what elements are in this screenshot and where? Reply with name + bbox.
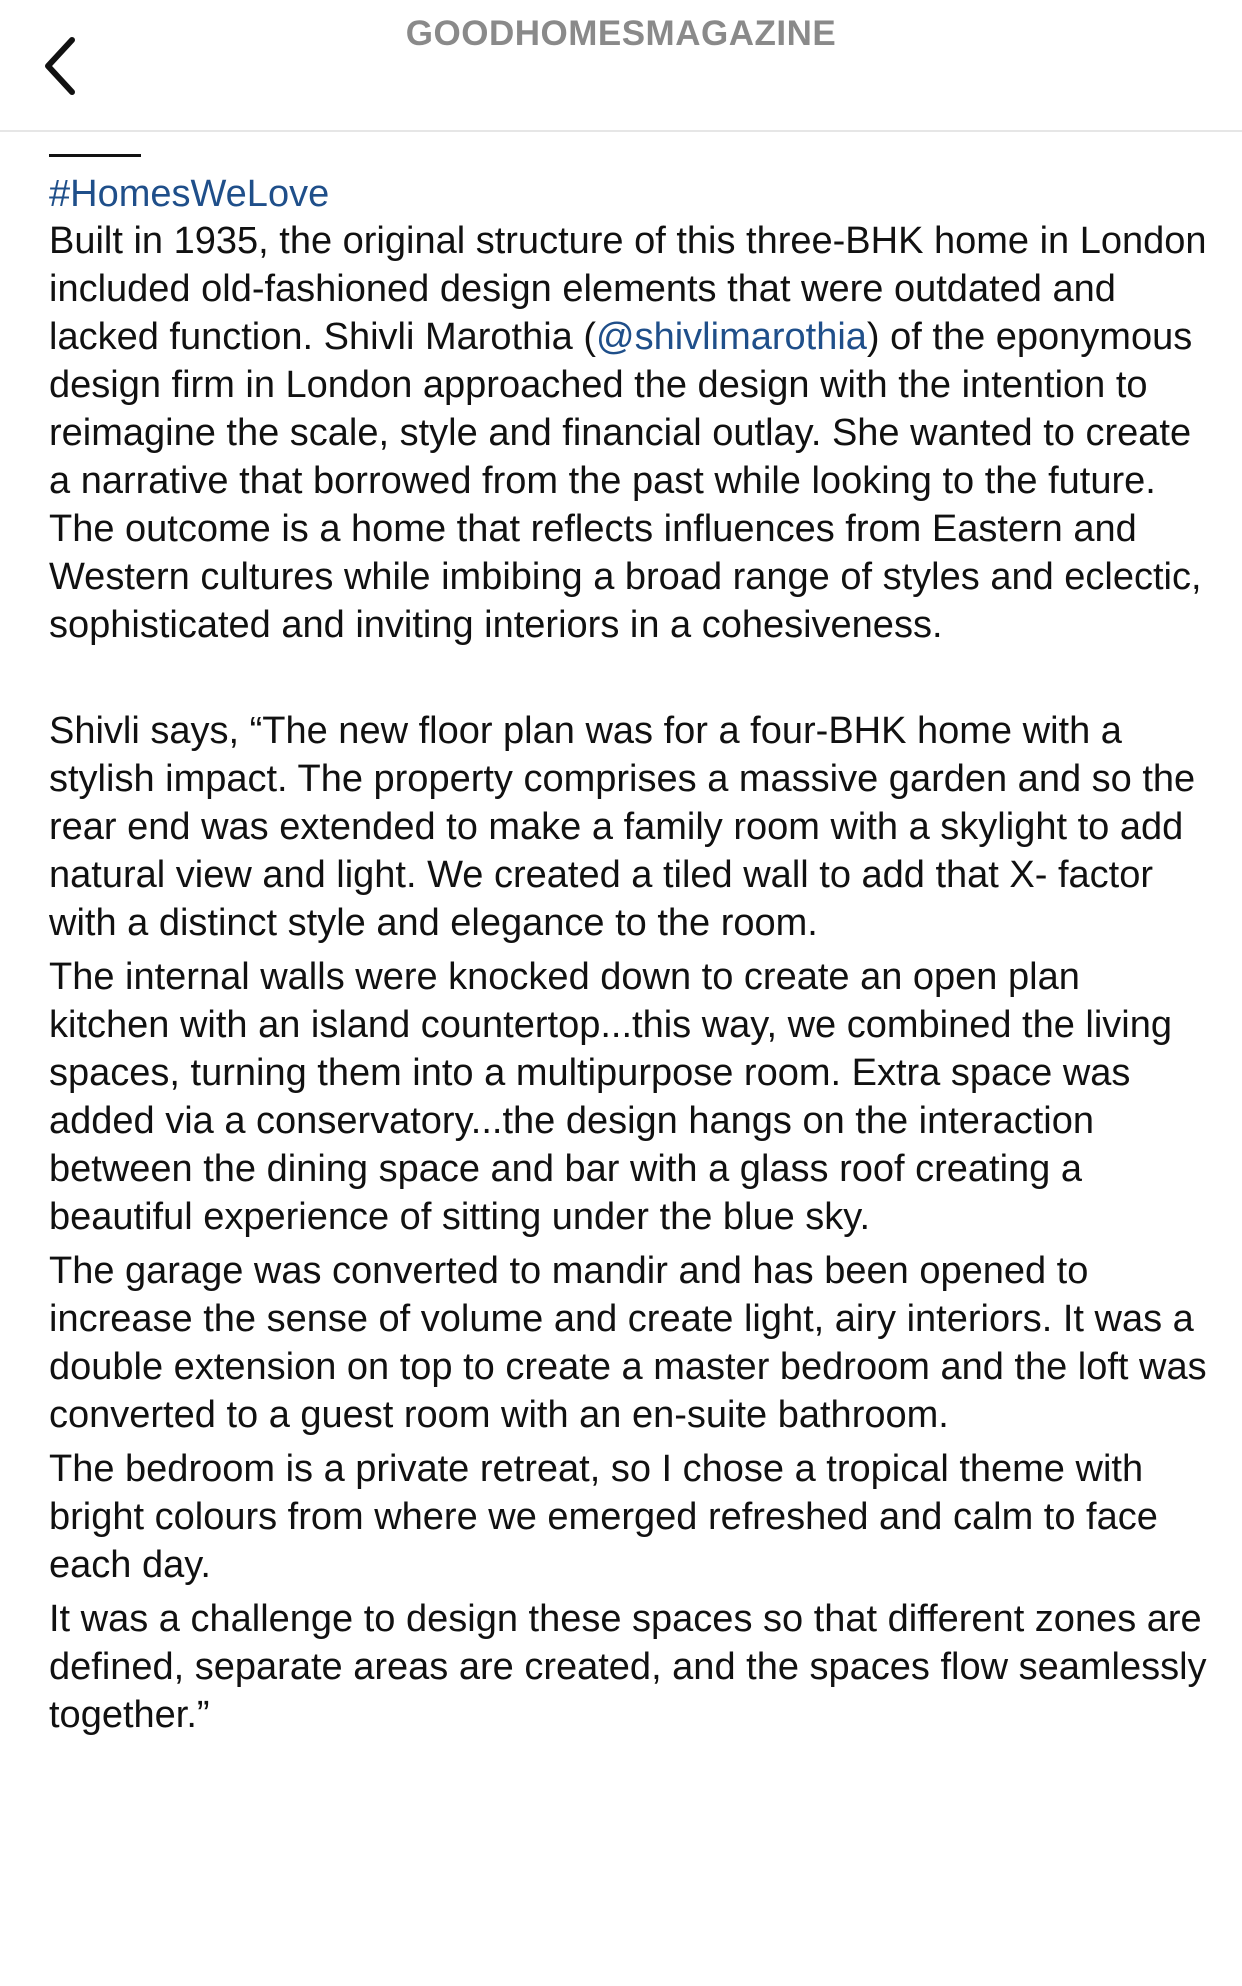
paragraph-1-text-end: ) of the eponymous design firm in London approached the design with the intention to reimagine the scale, style and financial outlay. She wanted to create a narrative that borrowed from the past while looking to the future. The outcome is a home that reflects influences from Eastern and Western cultures while imbibing a broad range of styles and eclectic, sophisticated and inviting interiors in a cohesiveness. <box>49 316 1202 646</box>
caption-paragraph-2: Shivli says, “The new floor plan was for a four-BHK home with a stylish impact. The property comprises a massive garden and so the rear end was extended to make a family room with a skylight to add natural view and light. We created a tiled wall to add that X- factor with a distinct style and elegance to the room. <box>49 710 1196 944</box>
caption-paragraph-6: It was a challenge to design these spaces so that different zones are defined, separate areas are created, and the spaces flow seamlessly together.” <box>49 1598 1207 1736</box>
caption-paragraph-3: The internal walls were knocked down to create an open plan kitchen with an island countertop...this way, we combined the living spaces, turning them into a multipurpose room. Extra space was added via a conservatory...the design hangs on the interaction between the dining space and bar with a glass roof creating a beautiful experience of sitting under the blue sky. <box>49 956 1173 1238</box>
paragraph-1-text-start: Built in 1935, the original structure of this three-BHK home in London included old-fashioned design elements that were outdated and lacked function. Shivli Marothia ( <box>49 220 1207 358</box>
caption-separator <box>49 154 141 157</box>
post-caption <box>49 132 1209 1739</box>
caption-paragraph-5: The bedroom is a private retreat, so I chose a tropical theme with bright colours from where we emerged refreshed and calm to face each day. <box>49 1448 1158 1586</box>
caption-paragraph-4: The garage was converted to mandir and has been opened to increase the sense of volume and create light, airy interiors. It was a double extension on top to create a master bedroom and the loft was converted to a guest room with an en-suite bathroom. <box>49 1250 1207 1436</box>
top-header <box>0 0 1242 132</box>
account-name-title[interactable]: GOODHOMESMAGAZINE <box>405 14 837 53</box>
mention-link[interactable]: @shivlimarothia <box>596 316 867 358</box>
hashtag-link[interactable]: #HomesWeLove <box>49 173 330 215</box>
caption-paragraph-1 <box>49 217 1209 649</box>
